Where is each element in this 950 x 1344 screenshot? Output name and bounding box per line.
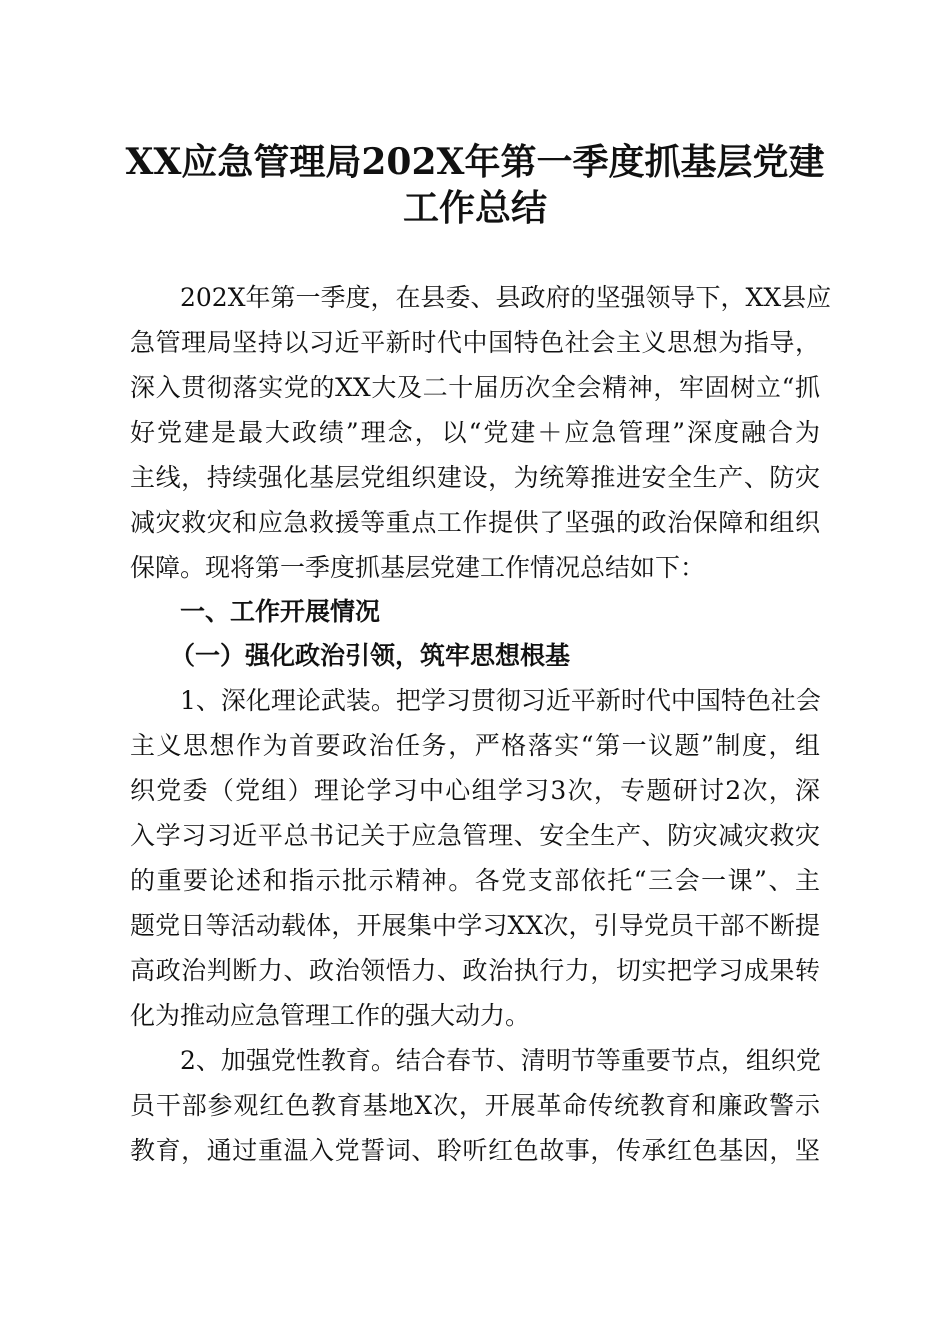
intro-line: 减灾救灾和应急救援等重点工作提供了坚强的政治保障和组织 xyxy=(130,508,820,537)
intro-line: 急管理局坚持以习近平新时代中国特色社会主义思想为指导， xyxy=(130,328,820,357)
intro-line: 202X年第一季度，在县委、县政府的坚强领导下，XX县应 xyxy=(180,283,832,312)
intro-line: 深入贯彻落实党的XX大及二十届历次全会精神，牢固树立“抓 xyxy=(130,373,820,402)
paragraph-line: 化为推动应急管理工作的强大动力。 xyxy=(130,1001,531,1030)
subsection-heading: （一）强化政治引领，筑牢思想根基 xyxy=(170,641,571,670)
intro-line: 主线，持续强化基层党组织建设，为统筹推进安全生产、防灾 xyxy=(130,463,820,492)
paragraph-line: 的重要论述和指示批示精神。各党支部依托“三会一课”、主 xyxy=(130,866,820,895)
paragraph-line: 主义思想作为首要政治任务，严格落实“第一议题”制度，组 xyxy=(130,731,820,760)
paragraph-line: 入学习习近平总书记关于应急管理、安全生产、防灾减灾救灾 xyxy=(130,821,820,850)
paragraph-line: 2、加强党性教育。结合春节、清明节等重要节点，组织党 xyxy=(180,1046,821,1075)
paragraph-line: 织党委（党组）理论学习中心组学习3次，专题研讨2次，深 xyxy=(130,776,820,805)
paragraph-line: 高政治判断力、政治领悟力、政治执行力，切实把学习成果转 xyxy=(130,956,820,985)
intro-line: 保障。现将第一季度抓基层党建工作情况总结如下： xyxy=(130,553,706,582)
paragraph-line: 教育，通过重温入党誓词、聆听红色故事，传承红色基因，坚 xyxy=(130,1136,820,1165)
paragraph-line: 题党日等活动载体，开展集中学习XX次，引导党员干部不断提 xyxy=(130,911,820,940)
section-heading: 一、工作开展情况 xyxy=(180,597,381,626)
paragraph-line: 员干部参观红色教育基地X次，开展革命传统教育和廉政警示 xyxy=(130,1091,820,1120)
paragraph-line: 1、深化理论武装。把学习贯彻习近平新时代中国特色社会 xyxy=(180,686,821,715)
intro-line: 好党建是最大政绩”理念，以“党建＋应急管理”深度融合为 xyxy=(130,418,820,447)
document-title-line-1: XX应急管理局202X年第一季度抓基层党建 xyxy=(125,141,825,183)
document-title-line-2: 工作总结 xyxy=(402,187,547,229)
